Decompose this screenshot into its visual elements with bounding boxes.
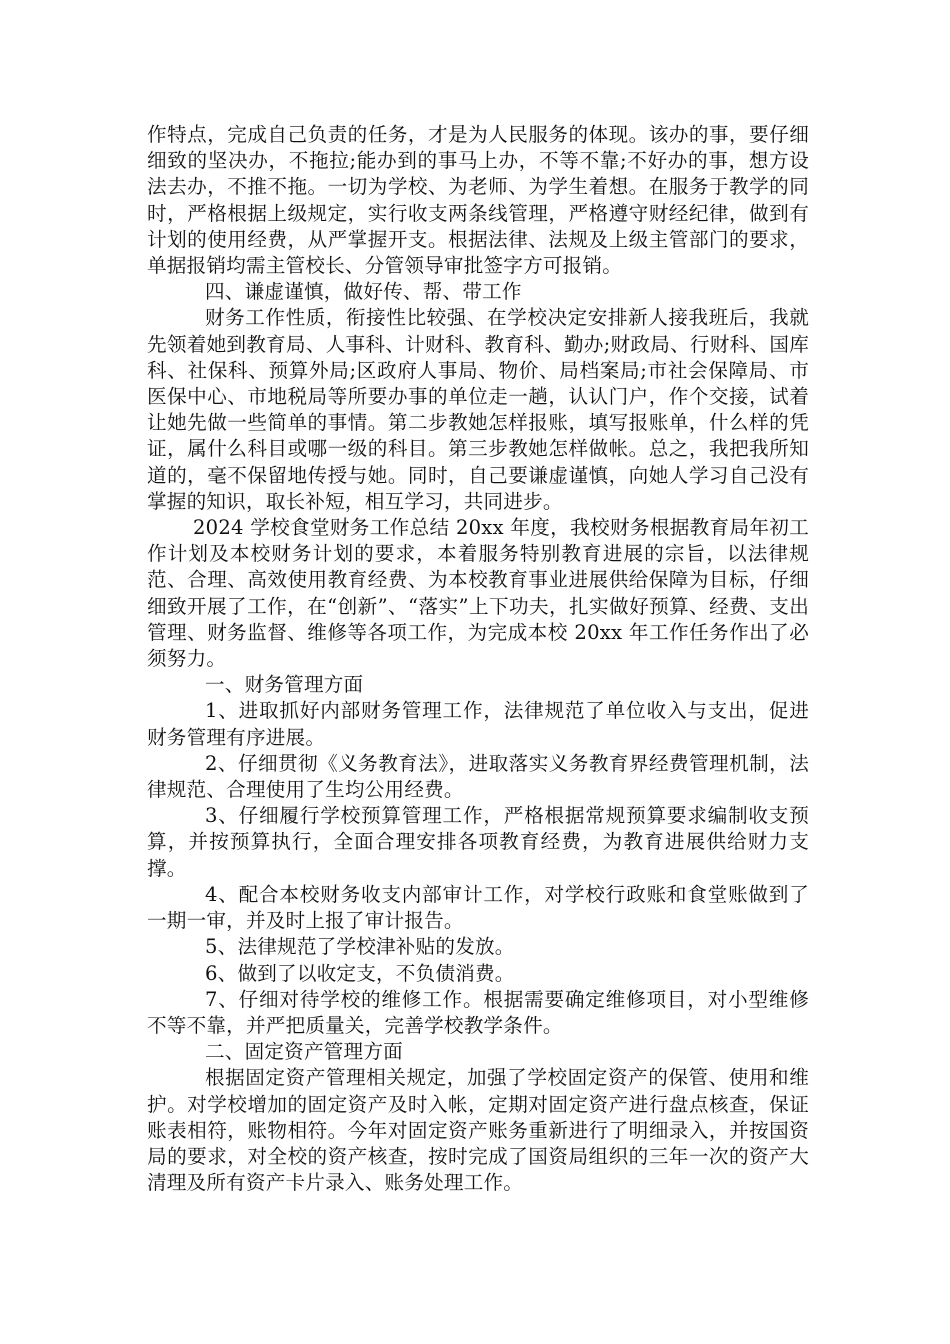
- list-item-6: 6、做到了以收定支，不负债消费。: [205, 961, 515, 985]
- list-item-3: 3、仔细履行学校预算管理工作，严格根据常规预算要求编制收支预算，并按预算执行，全面合理安排各项教育经费，为教育进展供给财力支撑。: [147, 804, 809, 880]
- heading-financial-management: 一、财务管理方面: [205, 673, 364, 697]
- heading-fixed-assets: 二、固定资产管理方面: [205, 1040, 403, 1064]
- paragraph-fixed-assets: 根据固定资产管理相关规定，加强了学校固定资产的保管、使用和维护。对学校增加的固定资产及时入帐，定期对固定资产进行盘点核查，保证账表相符，账物相符。今年对固定资产账务重新进行了明细录入，并按国资局的要求，对全校的资产核查，按时完成了国资局组织的三年一次的资产大清理及所有资产卡片录入、账务处理工作。: [147, 1066, 809, 1195]
- list-item-4: 4、配合本校财务收支内部审计工作，对学校行政账和食堂账做到了一期一审，并及时上报了审计报告。: [147, 882, 809, 933]
- list-item-1: 1、进取抓好内部财务管理工作，法律规范了单位收入与支出，促进财务管理有序进展。: [147, 699, 809, 749]
- paragraph-handover: 财务工作性质，衔接性比较强、在学校决定安排新人接我班后，我就先领着她到教育局、人事科、计财科、教育科、勤办;财政局、行财科、国库科、社保科、预算外局;区政府人事局、物价、局档案局;市社会保障局、市医保中心、市地税局等所要办事的单位走一趟，认认门户，作个交接，试着让她先做一些简单的事情。第二步教她怎样报账，填写报账单，什么样的凭证，属什么科目或哪一级的科目。第三步教她怎样做帐。总之，我把我所知道的，毫不保留地传授与她。同时，自己要谦虚谨慎，向她人学习自己没有掌握的知识，取长补短，相互学习，共同进步。: [147, 306, 809, 513]
- list-item-2: 2、仔细贯彻《义务教育法》，进取落实义务教育界经费管理机制，法律规范、合理使用了生均公用经费。: [147, 751, 809, 802]
- paragraph-service-continuation: 作特点，完成自己负责的任务，才是为人民服务的体现。该办的事，要仔细细致的坚决办，不拖拉;能办到的事马上办，不等不靠;不好办的事，想方设法去办，不推不拖。一切为学校、为老师、为学生着想。在服务于教学的同时，严格根据上级规定，实行收支两条线管理，严格遵守财经纪律，做到有计划的使用经费，从严掌握开支。根据法律、法规及上级主管部门的要求，单据报销均需主管校长、分管领导审批签字方可报销。: [147, 123, 809, 278]
- document-body: [147, 122, 809, 1196]
- heading-section-four: 四、谦虚谨慎，做好传、帮、带工作: [205, 280, 522, 304]
- paragraph-2024-summary: 2024 学校食堂财务工作总结 20xx 年度，我校财务根据教育局年初工作计划及本校财务计划的要求，本着服务特别教育进展的宗旨，以法律规范、合理、高效使用教育经费、为本校教育事业进展供给保障为目标，仔细细致开展了工作，在“创新”、“落实”上下功夫，扎实做好预算、经费、支出管理、财务监督、维修等各项工作，为完成本校 20xx 年工作任务作出了必须努力。: [147, 516, 809, 671]
- list-item-5: 5、法律规范了学校津补贴的发放。: [205, 935, 515, 959]
- list-item-7: 7、仔细对待学校的维修工作。根据需要确定维修项目，对小型维修不等不靠，并严把质量关，完善学校教学条件。: [147, 987, 809, 1037]
